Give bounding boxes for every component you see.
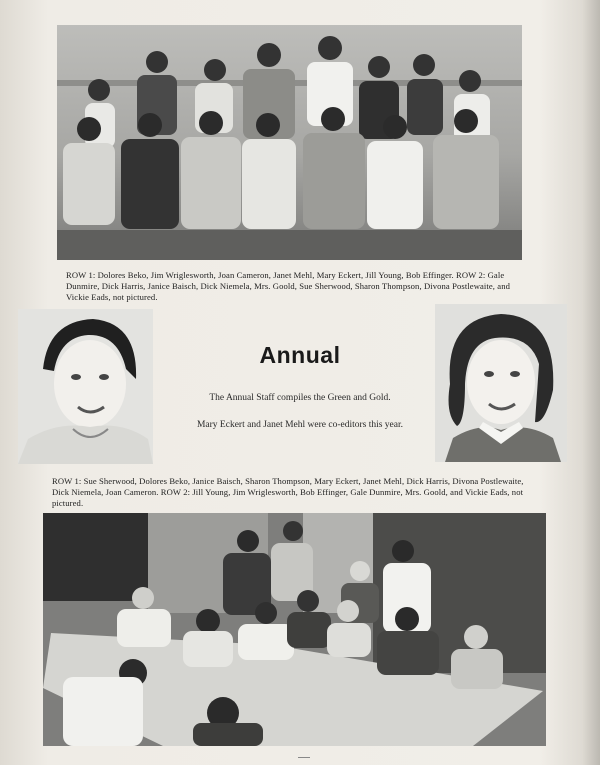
portrait-right [435, 304, 567, 462]
page-number-mark [298, 757, 310, 762]
group-photo-caption: ROW 1: Dolores Beko, Jim Wriglesworth, Joan Cameron, Janet Mehl, Mary Eckert, Jill Young, Bob Effinger. ROW 2: Gale Dunmire, Dick Harris, Janice Baisch, Dick Niemela, Mrs. Goold, Sue Sherwood, Sharon Thompson, Divona Postlewaite, and Vickie Eads, not pictured. [66, 270, 511, 302]
editors-text: Mary Eckert and Janet Mehl were co-editors this year. [196, 420, 404, 430]
portrait-left [18, 309, 153, 464]
group-photo [57, 25, 522, 260]
intro-text: The Annual Staff compiles the Green and Gold. [209, 393, 391, 403]
page-title: Annual [259, 342, 341, 368]
page-binding-shadow [582, 0, 600, 765]
work-photo-caption: ROW 1: Sue Sherwood, Dolores Beko, Janice Baisch, Sharon Thompson, Mary Eckert, Janet Mehl, Dick Harris, Divona Postlewaite, Dick Niemela, Joan Cameron. ROW 2: Jill Young, Jim Wriglesworth, Bob Effinger, Gale Dunmire, Mrs. Goold, and Vickie Eads, not pictured. [52, 476, 524, 508]
work-session-photo [43, 513, 546, 746]
